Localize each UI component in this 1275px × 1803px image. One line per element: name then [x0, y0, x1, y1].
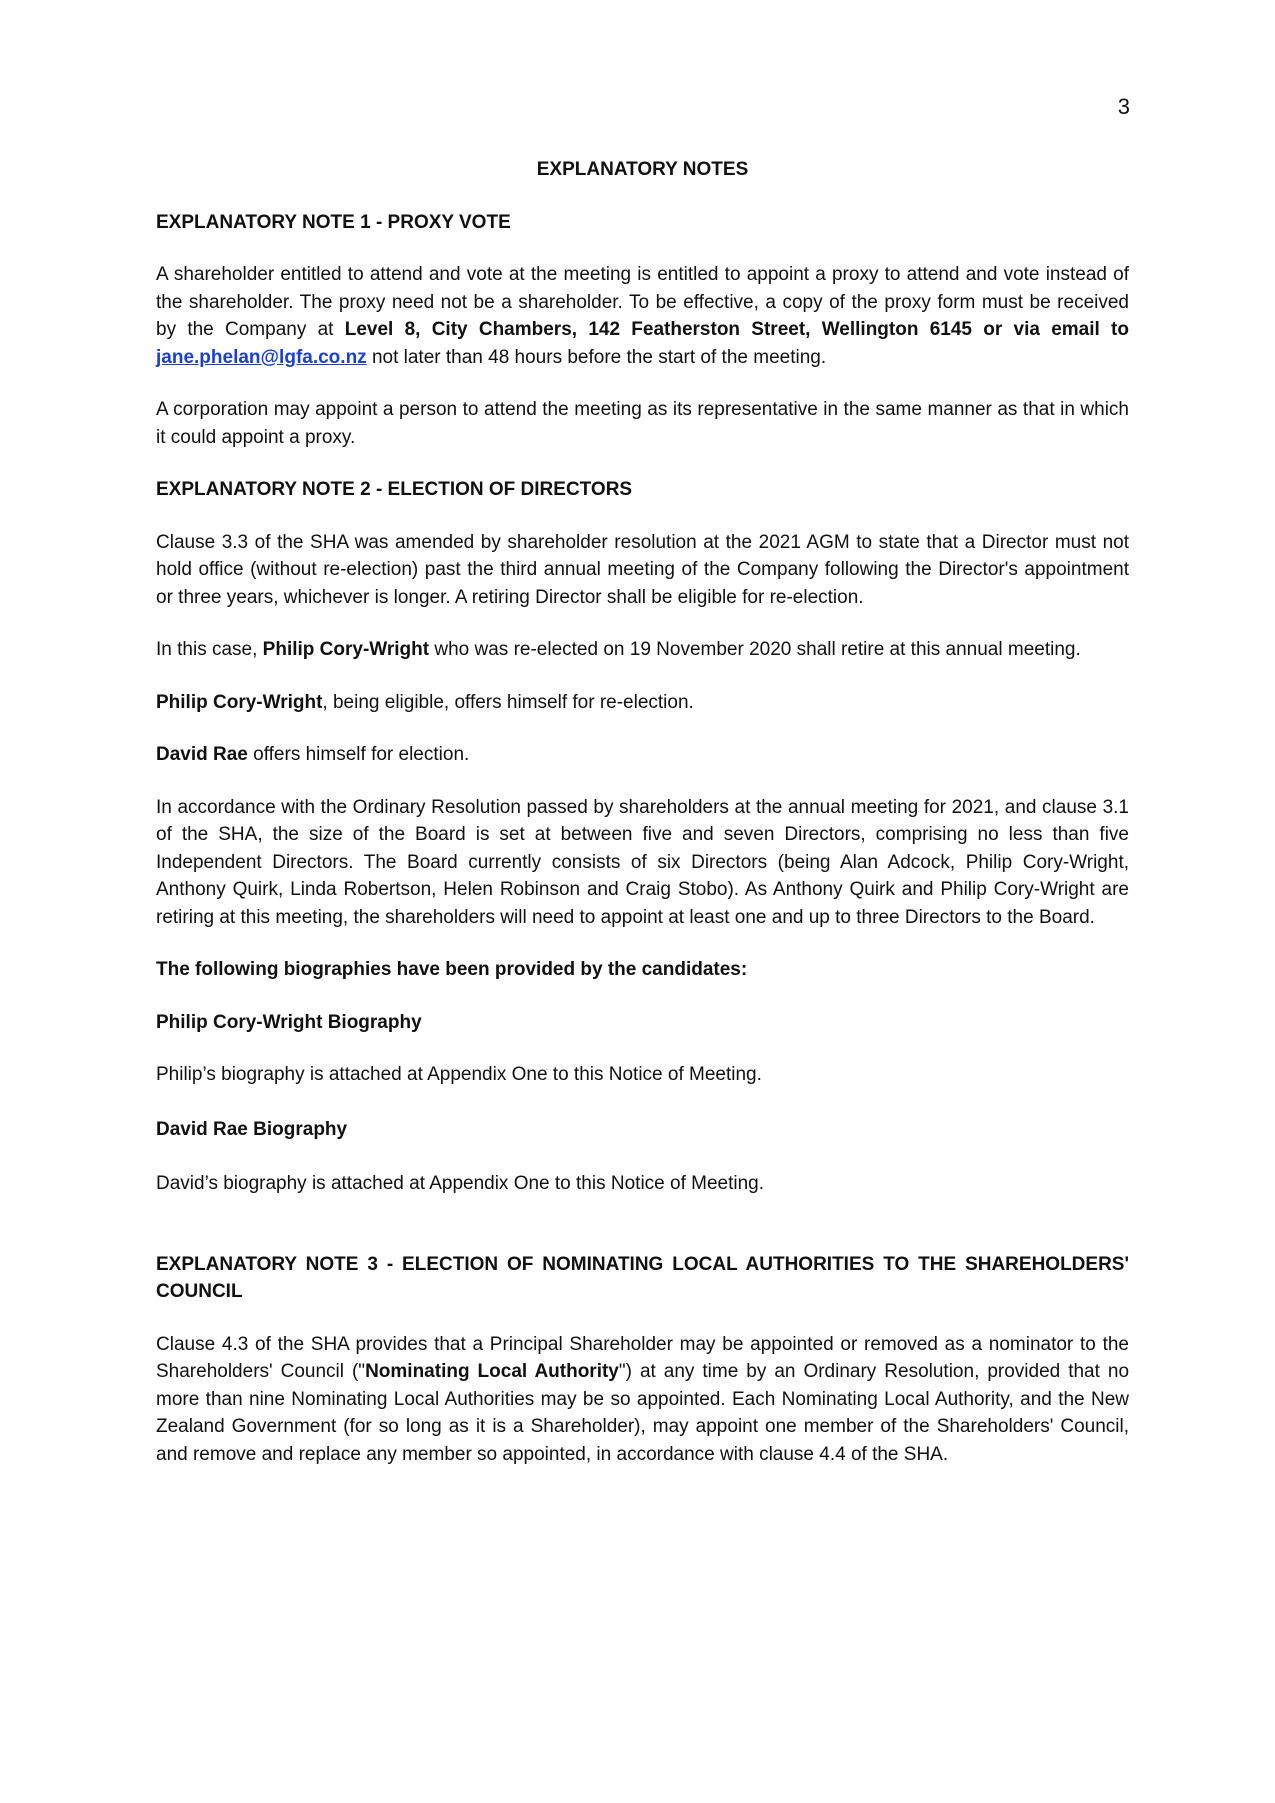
candidate-name: Philip Cory-Wright	[156, 691, 323, 713]
note-1-paragraph-2: A corporation may appoint a person to attend the meeting as its representative in the same manner as that in which it could appoint a proxy.	[156, 399, 1129, 448]
explanatory-note-2	[156, 476, 1129, 1198]
candidate-name: Philip Cory-Wright	[262, 639, 430, 660]
explanatory-note-3	[156, 1251, 1129, 1469]
bio-1-heading	[156, 1009, 1129, 1037]
document-body	[156, 156, 1129, 1468]
note-2-paragraph-3	[156, 689, 1129, 717]
text-run: Clause 4.3 of the SHA provides that a Principal Shareholder may be appointed or removed as a nominator to the Shareholders' Council ("	[156, 1333, 1129, 1382]
note-1-heading: EXPLANATORY NOTE 1 - PROXY VOTE	[156, 211, 511, 233]
note-2-paragraph-5: In accordance with the Ordinary Resolution passed by shareholders at the annual meeting for 2021, and clause 3.1 of the SHA, the size of the Board is set at between five and seven Directors, comprising no less than five Independent Directors. The Board currently consists of six Directors (being Alan Adcock, Philip Cory-Wright, Anthony Quirk, Linda Robertson, Helen Robinson and Craig Stobo). As Anthony Quirk and Philip Cory-Wright are retiring at this meeting, the shareholders will need to appoint at least one and up to three Directors to the Board.	[156, 796, 1129, 928]
biographies-heading-text: The following biographies have been provided by the candidates:	[156, 959, 748, 980]
text-run: , being eligible, offers himself for re-election.	[322, 691, 694, 713]
text-run: offers himself for election.	[247, 744, 470, 765]
defined-term: Nominating Local Authority	[365, 1361, 619, 1382]
text-run: ") at any time by an Ordinary Resolution, provided that no more than nine Nominating Local Authorities may be so appointed. Each Nominating Local Authority, and the New Zealand Government (for so long as it is a Shareholder), may appoint one member of the Shareholders' Council, and remove and replace any member so appointed, in accordance with clause 4.4 of the SHA.	[156, 1361, 1130, 1465]
email-link[interactable]: jane.phelan@lgfa.co.nz	[156, 346, 367, 368]
explanatory-note-1	[156, 209, 1129, 452]
text-run: who was re-elected on 19 November 2020 shall retire at this annual meeting.	[429, 639, 1081, 660]
note-2-paragraph-4	[156, 741, 1129, 769]
bio-1-text: Philip’s biography is attached at Appendix One to this Notice of Meeting.	[156, 1064, 762, 1085]
page-number: 3	[1117, 94, 1130, 119]
text-run: A shareholder entitled to attend and vote at the meeting is entitled to appoint a proxy to attend and vote instead of the shareholder. The proxy need not be a shareholder. To be effective, a copy of the proxy form must be received by the Company at	[156, 264, 1129, 340]
text-run: not later than 48 hours before the start of the meeting.	[366, 346, 827, 368]
note-2-paragraph-1: Clause 3.3 of the SHA was amended by shareholder resolution at the 2021 AGM to state that a Director must not hold office (without re-election) past the third annual meeting of the Company following the Director's appointment or three years, whichever is longer. A retiring Director shall be eligible for re-election.	[156, 531, 1129, 608]
note-2-paragraph-2	[156, 636, 1129, 664]
bio-2-heading-text: David Rae Biography	[156, 1118, 348, 1140]
biographies-heading	[156, 956, 1129, 984]
page-title: EXPLANATORY NOTES	[536, 159, 749, 180]
bio-1-heading-text: Philip Cory-Wright Biography	[156, 1011, 422, 1033]
note-3-paragraph-1	[156, 1331, 1129, 1469]
note-1-paragraph-1	[156, 261, 1129, 371]
note-3-heading: EXPLANATORY NOTE 3 - ELECTION OF NOMINATING LOCAL AUTHORITIES TO THE SHAREHOLDERS' COUNCIL	[156, 1253, 1129, 1302]
proxy-address: Level 8, City Chambers, 142 Featherston Street, Wellington 6145 or via email to	[344, 319, 1129, 340]
note-2-heading: EXPLANATORY NOTE 2 - ELECTION OF DIRECTORS	[156, 479, 633, 500]
bio-2-text: David’s biography is attached at Appendix One to this Notice of Meeting.	[156, 1173, 765, 1194]
candidate-name: David Rae	[156, 744, 248, 765]
text-run: In this case,	[156, 639, 263, 660]
bio-2-heading	[156, 1116, 1129, 1144]
